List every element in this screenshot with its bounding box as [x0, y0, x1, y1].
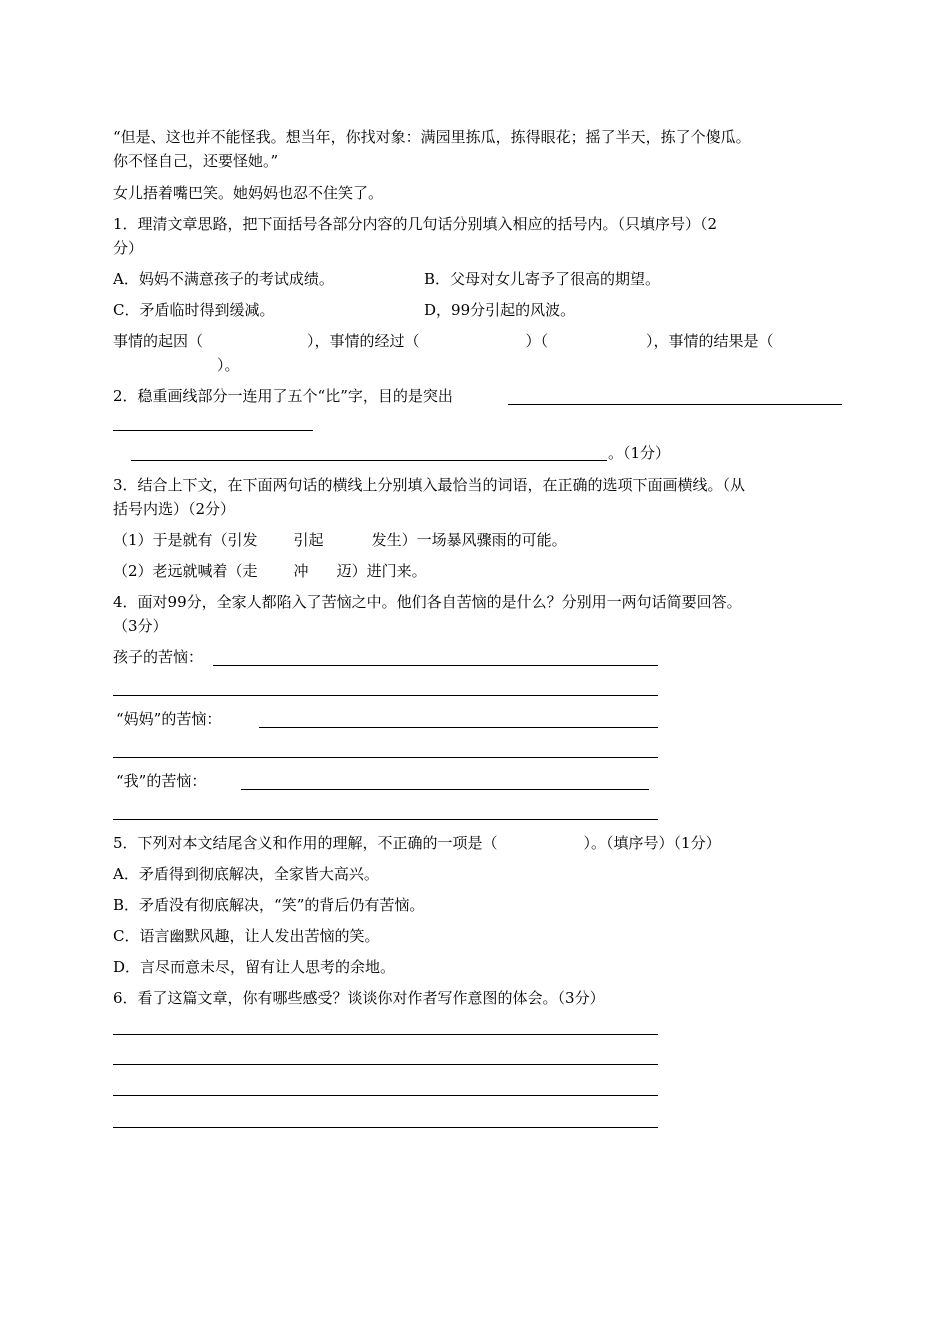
q1-option-b: B．父母对女儿寄予了很高的期望。: [424, 270, 661, 288]
q6-answer-line-3[interactable]: [113, 1095, 658, 1096]
q1-cause-label: 事情的起因（: [113, 332, 204, 350]
q2-score: 。（1分）: [608, 444, 671, 462]
q1-stem-line-1: 1．理清文章思路，把下面括号各部分内容的几句话分别填入相应的括号内。（只填序号）（2: [113, 215, 718, 233]
q4-stem-line-1: 4．面对99分，全家人都陷入了苦恼之中。他们各自苦恼的是什么？分别用一两句话简要回答。: [113, 593, 742, 611]
q6-answer-line-2[interactable]: [113, 1064, 658, 1065]
q3-sentence-1: [113, 530, 567, 550]
q4-child-answer-line-2[interactable]: [113, 695, 658, 696]
q3-s1-start: （1）于是就有（引发: [113, 531, 258, 549]
q1-result-label: ），事情的结果是（: [646, 332, 774, 350]
q5-stem: [113, 833, 721, 853]
q4-stem-line-2: （3分）: [113, 617, 168, 635]
q1-option-c: C．矛盾临时得到缓减。: [113, 301, 275, 319]
passage-line-1: “但是、这也并不能怪我。想当年，你找对象：满园里拣瓜，拣得眼花；摇了半天，拣了个傻瓜。: [113, 128, 751, 146]
q3-s1-option[interactable]: 引起: [293, 531, 324, 549]
q1-option-d: D，99分引起的风波。: [424, 301, 576, 319]
q1-process-mid: ）（: [525, 332, 549, 350]
q4-mom-answer-line-2[interactable]: [113, 757, 658, 758]
q5-stem-start: 5．下列对本文结尾含义和作用的理解，不正确的一项是（: [113, 834, 498, 852]
q3-s1-end: 发生）一场暴风骤雨的可能。: [371, 531, 567, 549]
q4-me-answer-line-2[interactable]: [113, 819, 658, 820]
q2-answer-line-1[interactable]: [508, 404, 842, 405]
q3-stem-line-1: 3．结合上下文，在下面两句话的横线上分别填入最恰当的词语，在正确的选项下面画横线。（从: [113, 476, 746, 494]
q3-s2-end: 迈）进门来。: [336, 562, 427, 580]
q1-stem-line-2: 分）: [113, 239, 144, 257]
q5-option-c: C．语言幽默风趣，让人发出苦恼的笑。: [113, 927, 380, 945]
q3-sentence-2: [113, 561, 427, 581]
passage-line-2: 你不怪自己，还要怪她。”: [113, 152, 279, 170]
q1-fill-line-2: [113, 355, 240, 375]
q6-answer-line-1[interactable]: [113, 1034, 658, 1035]
q5-option-d: D．言尽而意未尽，留有让人思考的余地。: [113, 958, 396, 976]
q6-answer-line-4[interactable]: [113, 1127, 658, 1128]
q4-mom-label: “妈妈”的苦恼：: [116, 710, 222, 728]
q5-stem-end: ）。（填序号）（1分）: [583, 834, 721, 852]
passage-line-3: 女儿捂着嘴巴笑。她妈妈也忍不住笑了。: [113, 184, 384, 202]
q1-fill-line: [113, 331, 774, 351]
q1-process-label: ），事情的经过（: [307, 332, 420, 350]
q1-option-a: A．妈妈不满意孩子的考试成绩。: [113, 270, 334, 288]
q3-s2-option[interactable]: 冲: [293, 562, 309, 580]
q5-option-a: A．矛盾得到彻底解决，全家皆大高兴。: [113, 865, 379, 883]
q3-stem-line-2: 括号内选）（2分）: [113, 500, 236, 518]
q1-fill-end: ）。: [217, 356, 240, 374]
q4-child-label: 孩子的苦恼：: [113, 648, 204, 666]
q2-answer-line-2[interactable]: [113, 430, 313, 431]
q4-me-answer-line-1[interactable]: [241, 789, 649, 790]
q6-stem: 6．看了这篇文章，你有哪些感受？谈谈你对作者写作意图的体会。（3分）: [113, 989, 605, 1007]
q3-s2-start: （2）老远就喊着（走: [113, 562, 258, 580]
q4-child-answer-line-1[interactable]: [213, 665, 658, 666]
q4-mom-answer-line-1[interactable]: [259, 727, 658, 728]
q4-me-label: “我”的苦恼：: [116, 772, 207, 790]
q2-answer-line-3[interactable]: [131, 460, 607, 461]
q5-option-b: B．矛盾没有彻底解决，“笑”的背后仍有苦恼。: [113, 896, 425, 914]
q2-stem: 2．稳重画线部分一连用了五个“比”字，目的是突出: [113, 387, 453, 405]
